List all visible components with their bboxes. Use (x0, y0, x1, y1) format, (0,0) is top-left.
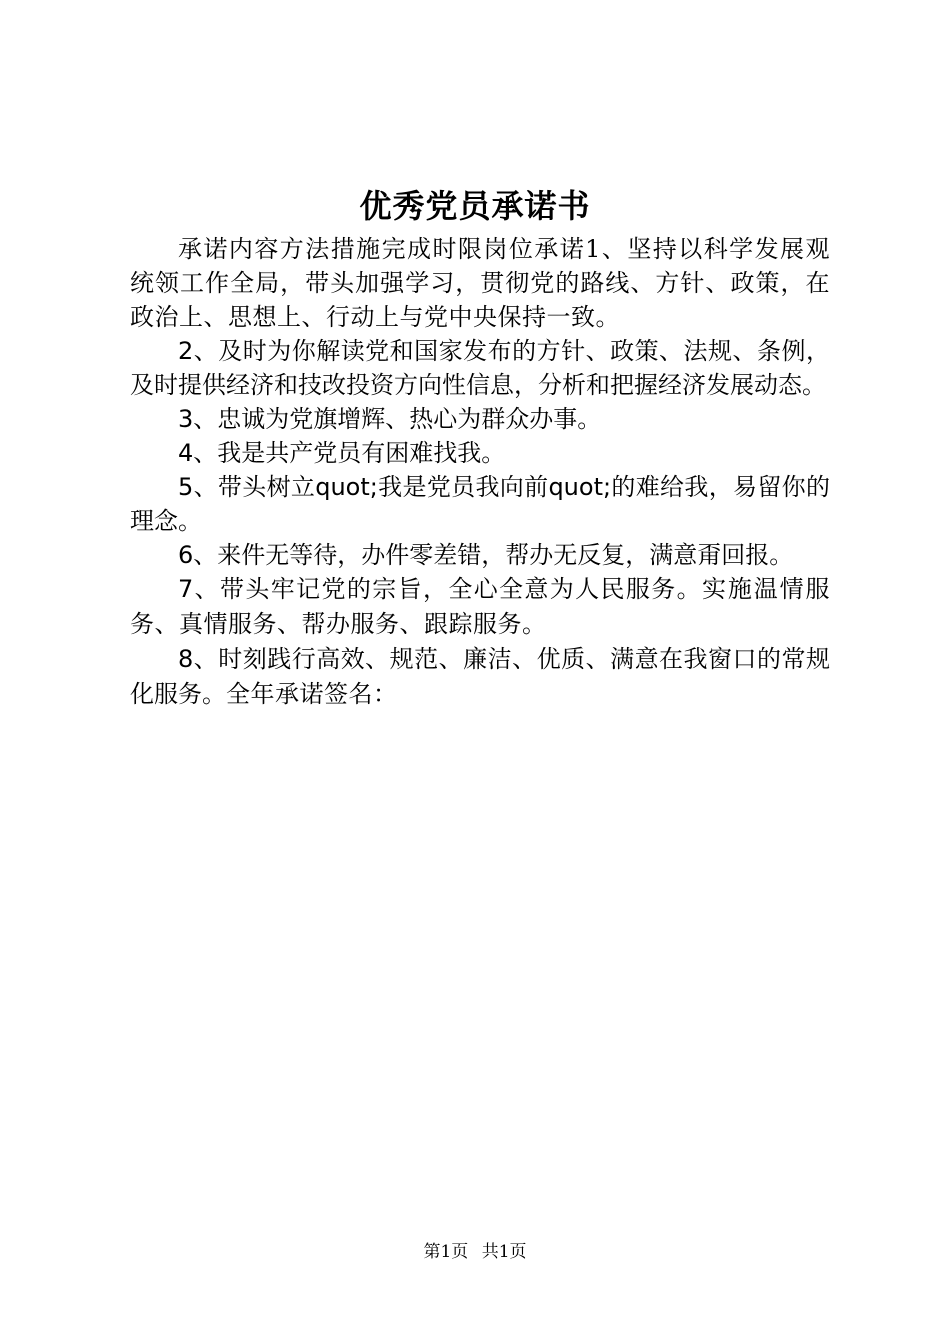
paragraph-6 (130, 538, 830, 572)
paragraph-4 (130, 436, 830, 470)
paragraph-3 (130, 402, 830, 436)
paragraph-2 (130, 334, 830, 402)
paragraph-5 (130, 470, 830, 538)
page-total: 共1页 (481, 1242, 527, 1262)
paragraph-1 (130, 232, 830, 334)
document-title: 优秀党员承诺书 (359, 187, 591, 225)
paragraph-7-text: 7、带头牢记党的宗旨，全心全意为人民服务。 (178, 575, 703, 603)
paragraph-4-text: 4、我是共产党员有困难找我。 (178, 439, 506, 467)
paragraph-5-text: 5、带头树立quot;我是党员我向前quot;的难给我，易留你的理念。 (130, 473, 830, 535)
paragraph-8 (130, 642, 830, 712)
paragraph-8-text: 8、时刻践行高效、规范、廉洁、优质、满意在我窗口的常规化服务。 (130, 645, 830, 708)
page-number: 第1页 (423, 1242, 469, 1262)
paragraph-7-continuation: 实施温情服务、真情服务、帮办服务、跟踪服务。 (130, 575, 830, 638)
paragraph-7 (130, 572, 830, 642)
paragraph-2-text: 2、及时为你解读党和国家发布的方针、政策、法规、条例，及时提供经济和技改投资方向性信息，分析和把握经济发展动态。 (130, 337, 830, 399)
paragraph-1-text: 承诺内容方法措施完成时限岗位承诺1、坚持以科学发展观统领工作全局，带头加强学习，贯彻党的路线、方针、政策，在政治上、思想上、行动上与党中央保持一致。 (130, 235, 830, 331)
paragraph-3-text: 3、忠诚为党旗增辉、热心为群众办事。 (178, 405, 602, 433)
page-footer (0, 1241, 950, 1263)
document-body (130, 232, 830, 712)
paragraph-6-text: 6、来件无等待，办件零差错，帮办无反复，满意甭回报。 (178, 541, 794, 569)
signature-line: 全年承诺签名： (226, 680, 398, 708)
